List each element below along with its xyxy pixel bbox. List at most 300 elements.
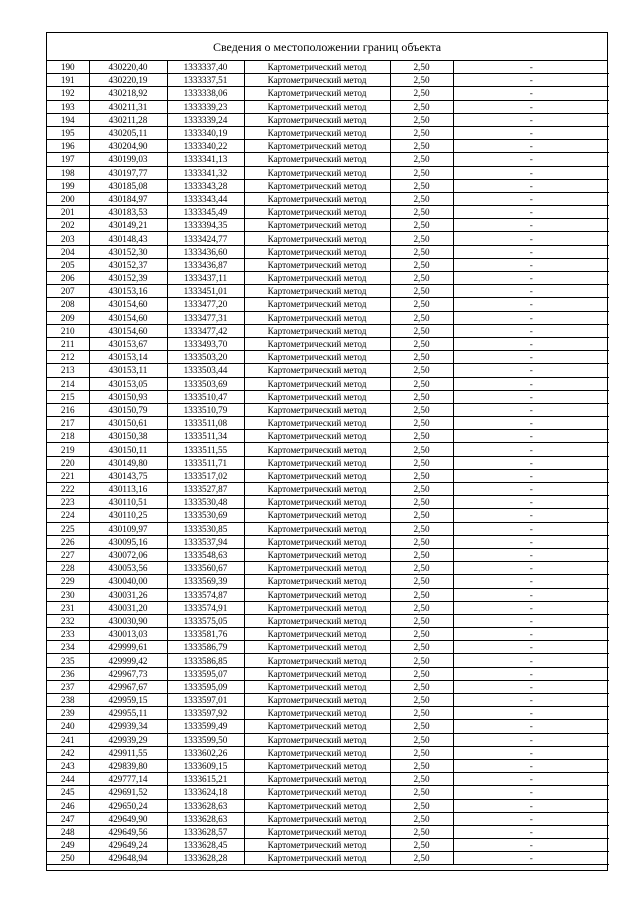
x-coordinate-cell: 430204,90 bbox=[89, 140, 167, 153]
x-coordinate-cell: 430220,40 bbox=[89, 61, 167, 74]
point-number-cell: 247 bbox=[47, 812, 89, 825]
accuracy-cell: 2,50 bbox=[390, 311, 453, 324]
point-number-cell: 230 bbox=[47, 588, 89, 601]
description-cell: - bbox=[453, 285, 609, 298]
method-cell: Картометрический метод bbox=[244, 535, 390, 548]
y-coordinate-cell: 1333517,02 bbox=[167, 469, 244, 482]
x-coordinate-cell: 430154,60 bbox=[89, 324, 167, 337]
x-coordinate-cell: 429648,94 bbox=[89, 852, 167, 865]
description-cell: - bbox=[453, 351, 609, 364]
table-row bbox=[47, 469, 609, 482]
x-coordinate-cell: 430072,06 bbox=[89, 548, 167, 561]
method-cell: Картометрический метод bbox=[244, 126, 390, 139]
point-number-cell: 199 bbox=[47, 179, 89, 192]
table-row bbox=[47, 364, 609, 377]
y-coordinate-cell: 1333597,01 bbox=[167, 694, 244, 707]
accuracy-cell: 2,50 bbox=[390, 733, 453, 746]
point-number-cell: 246 bbox=[47, 799, 89, 812]
accuracy-cell: 2,50 bbox=[390, 469, 453, 482]
description-cell: - bbox=[453, 852, 609, 865]
accuracy-cell: 2,50 bbox=[390, 456, 453, 469]
description-cell: - bbox=[453, 588, 609, 601]
y-coordinate-cell: 1333340,19 bbox=[167, 126, 244, 139]
point-number-cell: 249 bbox=[47, 839, 89, 852]
point-number-cell: 225 bbox=[47, 522, 89, 535]
method-cell: Картометрический метод bbox=[244, 496, 390, 509]
method-cell: Картометрический метод bbox=[244, 74, 390, 87]
accuracy-cell: 2,50 bbox=[390, 825, 453, 838]
method-cell: Картометрический метод bbox=[244, 654, 390, 667]
table-row bbox=[47, 285, 609, 298]
point-number-cell: 219 bbox=[47, 443, 89, 456]
point-number-cell: 224 bbox=[47, 509, 89, 522]
description-cell: - bbox=[453, 430, 609, 443]
accuracy-cell: 2,50 bbox=[390, 654, 453, 667]
x-coordinate-cell: 430013,03 bbox=[89, 628, 167, 641]
method-cell: Картометрический метод bbox=[244, 509, 390, 522]
description-cell: - bbox=[453, 179, 609, 192]
method-cell: Картометрический метод bbox=[244, 100, 390, 113]
method-cell: Картометрический метод bbox=[244, 390, 390, 403]
method-cell: Картометрический метод bbox=[244, 417, 390, 430]
table-row bbox=[47, 535, 609, 548]
table-row bbox=[47, 166, 609, 179]
x-coordinate-cell: 430109,97 bbox=[89, 522, 167, 535]
method-cell: Картометрический метод bbox=[244, 179, 390, 192]
point-number-cell: 248 bbox=[47, 825, 89, 838]
x-coordinate-cell: 430030,90 bbox=[89, 614, 167, 627]
point-number-cell: 203 bbox=[47, 232, 89, 245]
point-number-cell: 232 bbox=[47, 614, 89, 627]
method-cell: Картометрический метод bbox=[244, 548, 390, 561]
method-cell: Картометрический метод bbox=[244, 272, 390, 285]
x-coordinate-cell: 430183,53 bbox=[89, 206, 167, 219]
description-cell: - bbox=[453, 825, 609, 838]
description-cell: - bbox=[453, 87, 609, 100]
point-number-cell: 208 bbox=[47, 298, 89, 311]
y-coordinate-cell: 1333511,55 bbox=[167, 443, 244, 456]
accuracy-cell: 2,50 bbox=[390, 61, 453, 74]
point-number-cell: 227 bbox=[47, 548, 89, 561]
y-coordinate-cell: 1333530,85 bbox=[167, 522, 244, 535]
y-coordinate-cell: 1333624,18 bbox=[167, 786, 244, 799]
method-cell: Картометрический метод bbox=[244, 733, 390, 746]
description-cell: - bbox=[453, 562, 609, 575]
description-cell: - bbox=[453, 509, 609, 522]
point-number-cell: 222 bbox=[47, 483, 89, 496]
accuracy-cell: 2,50 bbox=[390, 562, 453, 575]
accuracy-cell: 2,50 bbox=[390, 443, 453, 456]
y-coordinate-cell: 1333341,13 bbox=[167, 153, 244, 166]
description-cell: - bbox=[453, 311, 609, 324]
method-cell: Картометрический метод bbox=[244, 311, 390, 324]
method-cell: Картометрический метод bbox=[244, 799, 390, 812]
table-row bbox=[47, 483, 609, 496]
description-cell: - bbox=[453, 773, 609, 786]
accuracy-cell: 2,50 bbox=[390, 548, 453, 561]
point-number-cell: 206 bbox=[47, 272, 89, 285]
accuracy-cell: 2,50 bbox=[390, 298, 453, 311]
accuracy-cell: 2,50 bbox=[390, 773, 453, 786]
method-cell: Картометрический метод bbox=[244, 456, 390, 469]
accuracy-cell: 2,50 bbox=[390, 707, 453, 720]
y-coordinate-cell: 1333338,06 bbox=[167, 87, 244, 100]
table-row bbox=[47, 74, 609, 87]
point-number-cell: 221 bbox=[47, 469, 89, 482]
accuracy-cell: 2,50 bbox=[390, 140, 453, 153]
description-cell: - bbox=[453, 812, 609, 825]
point-number-cell: 220 bbox=[47, 456, 89, 469]
x-coordinate-cell: 430197,77 bbox=[89, 166, 167, 179]
accuracy-cell: 2,50 bbox=[390, 588, 453, 601]
description-cell: - bbox=[453, 377, 609, 390]
x-coordinate-cell: 429691,52 bbox=[89, 786, 167, 799]
point-number-cell: 229 bbox=[47, 575, 89, 588]
y-coordinate-cell: 1333451,01 bbox=[167, 285, 244, 298]
table-row bbox=[47, 430, 609, 443]
y-coordinate-cell: 1333581,76 bbox=[167, 628, 244, 641]
y-coordinate-cell: 1333510,47 bbox=[167, 390, 244, 403]
x-coordinate-cell: 430199,03 bbox=[89, 153, 167, 166]
table-row bbox=[47, 456, 609, 469]
x-coordinate-cell: 430143,75 bbox=[89, 469, 167, 482]
table-row bbox=[47, 759, 609, 772]
y-coordinate-cell: 1333602,26 bbox=[167, 746, 244, 759]
point-number-cell: 212 bbox=[47, 351, 89, 364]
method-cell: Картометрический метод bbox=[244, 443, 390, 456]
y-coordinate-cell: 1333511,71 bbox=[167, 456, 244, 469]
method-cell: Картометрический метод bbox=[244, 707, 390, 720]
point-number-cell: 197 bbox=[47, 153, 89, 166]
y-coordinate-cell: 1333599,49 bbox=[167, 720, 244, 733]
page-title: Сведения о местоположении границ объекта bbox=[47, 33, 607, 61]
x-coordinate-cell: 430110,25 bbox=[89, 509, 167, 522]
y-coordinate-cell: 1333628,57 bbox=[167, 825, 244, 838]
table-row bbox=[47, 614, 609, 627]
table-row bbox=[47, 351, 609, 364]
y-coordinate-cell: 1333595,09 bbox=[167, 680, 244, 693]
x-coordinate-cell: 429777,14 bbox=[89, 773, 167, 786]
x-coordinate-cell: 430110,51 bbox=[89, 496, 167, 509]
accuracy-cell: 2,50 bbox=[390, 285, 453, 298]
table-row bbox=[47, 786, 609, 799]
method-cell: Картометрический метод bbox=[244, 166, 390, 179]
accuracy-cell: 2,50 bbox=[390, 219, 453, 232]
method-cell: Картометрический метод bbox=[244, 469, 390, 482]
accuracy-cell: 2,50 bbox=[390, 258, 453, 271]
point-number-cell: 228 bbox=[47, 562, 89, 575]
accuracy-cell: 2,50 bbox=[390, 74, 453, 87]
description-cell: - bbox=[453, 403, 609, 416]
method-cell: Картометрический метод bbox=[244, 680, 390, 693]
description-cell: - bbox=[453, 206, 609, 219]
description-cell: - bbox=[453, 654, 609, 667]
x-coordinate-cell: 430053,56 bbox=[89, 562, 167, 575]
point-number-cell: 190 bbox=[47, 61, 89, 74]
point-number-cell: 210 bbox=[47, 324, 89, 337]
table-row bbox=[47, 87, 609, 100]
method-cell: Картометрический метод bbox=[244, 839, 390, 852]
y-coordinate-cell: 1333345,49 bbox=[167, 206, 244, 219]
point-number-cell: 204 bbox=[47, 245, 89, 258]
x-coordinate-cell: 430150,38 bbox=[89, 430, 167, 443]
accuracy-cell: 2,50 bbox=[390, 535, 453, 548]
table-row bbox=[47, 733, 609, 746]
x-coordinate-cell: 429839,80 bbox=[89, 759, 167, 772]
y-coordinate-cell: 1333493,70 bbox=[167, 337, 244, 350]
x-coordinate-cell: 430150,79 bbox=[89, 403, 167, 416]
description-cell: - bbox=[453, 443, 609, 456]
description-cell: - bbox=[453, 839, 609, 852]
table-row bbox=[47, 588, 609, 601]
point-number-cell: 214 bbox=[47, 377, 89, 390]
description-cell: - bbox=[453, 548, 609, 561]
y-coordinate-cell: 1333575,05 bbox=[167, 614, 244, 627]
x-coordinate-cell: 429650,24 bbox=[89, 799, 167, 812]
y-coordinate-cell: 1333477,42 bbox=[167, 324, 244, 337]
description-cell: - bbox=[453, 219, 609, 232]
method-cell: Картометрический метод bbox=[244, 773, 390, 786]
table-row bbox=[47, 272, 609, 285]
y-coordinate-cell: 1333574,91 bbox=[167, 601, 244, 614]
accuracy-cell: 2,50 bbox=[390, 403, 453, 416]
accuracy-cell: 2,50 bbox=[390, 509, 453, 522]
point-number-cell: 235 bbox=[47, 654, 89, 667]
description-cell: - bbox=[453, 324, 609, 337]
table-row bbox=[47, 680, 609, 693]
accuracy-cell: 2,50 bbox=[390, 799, 453, 812]
accuracy-cell: 2,50 bbox=[390, 852, 453, 865]
y-coordinate-cell: 1333503,20 bbox=[167, 351, 244, 364]
description-cell: - bbox=[453, 298, 609, 311]
y-coordinate-cell: 1333628,63 bbox=[167, 812, 244, 825]
method-cell: Картометрический метод bbox=[244, 61, 390, 74]
y-coordinate-cell: 1333530,48 bbox=[167, 496, 244, 509]
y-coordinate-cell: 1333569,39 bbox=[167, 575, 244, 588]
y-coordinate-cell: 1333341,32 bbox=[167, 166, 244, 179]
y-coordinate-cell: 1333343,44 bbox=[167, 192, 244, 205]
point-number-cell: 213 bbox=[47, 364, 89, 377]
description-cell: - bbox=[453, 456, 609, 469]
y-coordinate-cell: 1333477,31 bbox=[167, 311, 244, 324]
accuracy-cell: 2,50 bbox=[390, 179, 453, 192]
table-row bbox=[47, 126, 609, 139]
method-cell: Картометрический метод bbox=[244, 153, 390, 166]
table-row bbox=[47, 852, 609, 865]
accuracy-cell: 2,50 bbox=[390, 245, 453, 258]
y-coordinate-cell: 1333503,44 bbox=[167, 364, 244, 377]
x-coordinate-cell: 430153,14 bbox=[89, 351, 167, 364]
x-coordinate-cell: 430205,11 bbox=[89, 126, 167, 139]
method-cell: Картометрический метод bbox=[244, 364, 390, 377]
method-cell: Картометрический метод bbox=[244, 258, 390, 271]
y-coordinate-cell: 1333628,45 bbox=[167, 839, 244, 852]
y-coordinate-cell: 1333599,50 bbox=[167, 733, 244, 746]
x-coordinate-cell: 430150,93 bbox=[89, 390, 167, 403]
method-cell: Картометрический метод bbox=[244, 337, 390, 350]
table-row bbox=[47, 377, 609, 390]
table-row bbox=[47, 113, 609, 126]
point-number-cell: 209 bbox=[47, 311, 89, 324]
accuracy-cell: 2,50 bbox=[390, 522, 453, 535]
x-coordinate-cell: 429999,61 bbox=[89, 641, 167, 654]
point-number-cell: 238 bbox=[47, 694, 89, 707]
x-coordinate-cell: 429999,42 bbox=[89, 654, 167, 667]
table-row bbox=[47, 562, 609, 575]
table-row bbox=[47, 641, 609, 654]
accuracy-cell: 2,50 bbox=[390, 839, 453, 852]
y-coordinate-cell: 1333436,87 bbox=[167, 258, 244, 271]
accuracy-cell: 2,50 bbox=[390, 786, 453, 799]
point-number-cell: 234 bbox=[47, 641, 89, 654]
table-row bbox=[47, 324, 609, 337]
point-number-cell: 201 bbox=[47, 206, 89, 219]
table-row bbox=[47, 799, 609, 812]
method-cell: Картометрический метод bbox=[244, 113, 390, 126]
accuracy-cell: 2,50 bbox=[390, 680, 453, 693]
accuracy-cell: 2,50 bbox=[390, 694, 453, 707]
x-coordinate-cell: 430113,16 bbox=[89, 483, 167, 496]
method-cell: Картометрический метод bbox=[244, 324, 390, 337]
method-cell: Картометрический метод bbox=[244, 140, 390, 153]
y-coordinate-cell: 1333394,35 bbox=[167, 219, 244, 232]
method-cell: Картометрический метод bbox=[244, 351, 390, 364]
table-row bbox=[47, 390, 609, 403]
y-coordinate-cell: 1333511,08 bbox=[167, 417, 244, 430]
description-cell: - bbox=[453, 140, 609, 153]
accuracy-cell: 2,50 bbox=[390, 337, 453, 350]
x-coordinate-cell: 429939,34 bbox=[89, 720, 167, 733]
y-coordinate-cell: 1333511,34 bbox=[167, 430, 244, 443]
description-cell: - bbox=[453, 746, 609, 759]
x-coordinate-cell: 430154,60 bbox=[89, 298, 167, 311]
description-cell: - bbox=[453, 628, 609, 641]
table-row bbox=[47, 232, 609, 245]
x-coordinate-cell: 430031,20 bbox=[89, 601, 167, 614]
accuracy-cell: 2,50 bbox=[390, 720, 453, 733]
point-number-cell: 226 bbox=[47, 535, 89, 548]
x-coordinate-cell: 429649,90 bbox=[89, 812, 167, 825]
accuracy-cell: 2,50 bbox=[390, 390, 453, 403]
description-cell: - bbox=[453, 126, 609, 139]
description-cell: - bbox=[453, 799, 609, 812]
accuracy-cell: 2,50 bbox=[390, 628, 453, 641]
method-cell: Картометрический метод bbox=[244, 759, 390, 772]
description-cell: - bbox=[453, 522, 609, 535]
accuracy-cell: 2,50 bbox=[390, 324, 453, 337]
y-coordinate-cell: 1333586,85 bbox=[167, 654, 244, 667]
y-coordinate-cell: 1333340,22 bbox=[167, 140, 244, 153]
accuracy-cell: 2,50 bbox=[390, 377, 453, 390]
method-cell: Картометрический метод bbox=[244, 377, 390, 390]
accuracy-cell: 2,50 bbox=[390, 351, 453, 364]
table-row bbox=[47, 667, 609, 680]
point-number-cell: 236 bbox=[47, 667, 89, 680]
table-row bbox=[47, 219, 609, 232]
table-row bbox=[47, 509, 609, 522]
accuracy-cell: 2,50 bbox=[390, 430, 453, 443]
description-cell: - bbox=[453, 496, 609, 509]
method-cell: Картометрический метод bbox=[244, 87, 390, 100]
x-coordinate-cell: 429649,24 bbox=[89, 839, 167, 852]
table-row bbox=[47, 443, 609, 456]
x-coordinate-cell: 430185,08 bbox=[89, 179, 167, 192]
description-cell: - bbox=[453, 720, 609, 733]
point-number-cell: 237 bbox=[47, 680, 89, 693]
x-coordinate-cell: 430153,16 bbox=[89, 285, 167, 298]
description-cell: - bbox=[453, 74, 609, 87]
accuracy-cell: 2,50 bbox=[390, 812, 453, 825]
table-row bbox=[47, 825, 609, 838]
accuracy-cell: 2,50 bbox=[390, 364, 453, 377]
accuracy-cell: 2,50 bbox=[390, 166, 453, 179]
y-coordinate-cell: 1333337,40 bbox=[167, 61, 244, 74]
method-cell: Картометрический метод bbox=[244, 614, 390, 627]
method-cell: Картометрический метод bbox=[244, 786, 390, 799]
method-cell: Картометрический метод bbox=[244, 720, 390, 733]
y-coordinate-cell: 1333537,94 bbox=[167, 535, 244, 548]
accuracy-cell: 2,50 bbox=[390, 192, 453, 205]
table-row bbox=[47, 575, 609, 588]
description-cell: - bbox=[453, 61, 609, 74]
method-cell: Картометрический метод bbox=[244, 601, 390, 614]
description-cell: - bbox=[453, 601, 609, 614]
description-cell: - bbox=[453, 272, 609, 285]
point-number-cell: 192 bbox=[47, 87, 89, 100]
method-cell: Картометрический метод bbox=[244, 667, 390, 680]
point-number-cell: 205 bbox=[47, 258, 89, 271]
description-cell: - bbox=[453, 258, 609, 271]
x-coordinate-cell: 430031,26 bbox=[89, 588, 167, 601]
description-cell: - bbox=[453, 364, 609, 377]
x-coordinate-cell: 430153,67 bbox=[89, 337, 167, 350]
point-number-cell: 250 bbox=[47, 852, 89, 865]
y-coordinate-cell: 1333343,28 bbox=[167, 179, 244, 192]
point-number-cell: 217 bbox=[47, 417, 89, 430]
point-number-cell: 240 bbox=[47, 720, 89, 733]
method-cell: Картометрический метод bbox=[244, 232, 390, 245]
table-row bbox=[47, 245, 609, 258]
x-coordinate-cell: 430152,39 bbox=[89, 272, 167, 285]
x-coordinate-cell: 430152,30 bbox=[89, 245, 167, 258]
coordinates-table-body bbox=[47, 61, 609, 865]
point-number-cell: 191 bbox=[47, 74, 89, 87]
description-cell: - bbox=[453, 535, 609, 548]
y-coordinate-cell: 1333628,28 bbox=[167, 852, 244, 865]
point-number-cell: 245 bbox=[47, 786, 89, 799]
accuracy-cell: 2,50 bbox=[390, 153, 453, 166]
x-coordinate-cell: 430154,60 bbox=[89, 311, 167, 324]
point-number-cell: 218 bbox=[47, 430, 89, 443]
table-row bbox=[47, 153, 609, 166]
table-row bbox=[47, 628, 609, 641]
method-cell: Картометрический метод bbox=[244, 298, 390, 311]
point-number-cell: 243 bbox=[47, 759, 89, 772]
method-cell: Картометрический метод bbox=[244, 812, 390, 825]
x-coordinate-cell: 430095,16 bbox=[89, 535, 167, 548]
accuracy-cell: 2,50 bbox=[390, 759, 453, 772]
table-row bbox=[47, 403, 609, 416]
description-cell: - bbox=[453, 667, 609, 680]
y-coordinate-cell: 1333628,63 bbox=[167, 799, 244, 812]
x-coordinate-cell: 430040,00 bbox=[89, 575, 167, 588]
accuracy-cell: 2,50 bbox=[390, 601, 453, 614]
accuracy-cell: 2,50 bbox=[390, 614, 453, 627]
x-coordinate-cell: 430184,97 bbox=[89, 192, 167, 205]
point-number-cell: 195 bbox=[47, 126, 89, 139]
point-number-cell: 223 bbox=[47, 496, 89, 509]
point-number-cell: 241 bbox=[47, 733, 89, 746]
